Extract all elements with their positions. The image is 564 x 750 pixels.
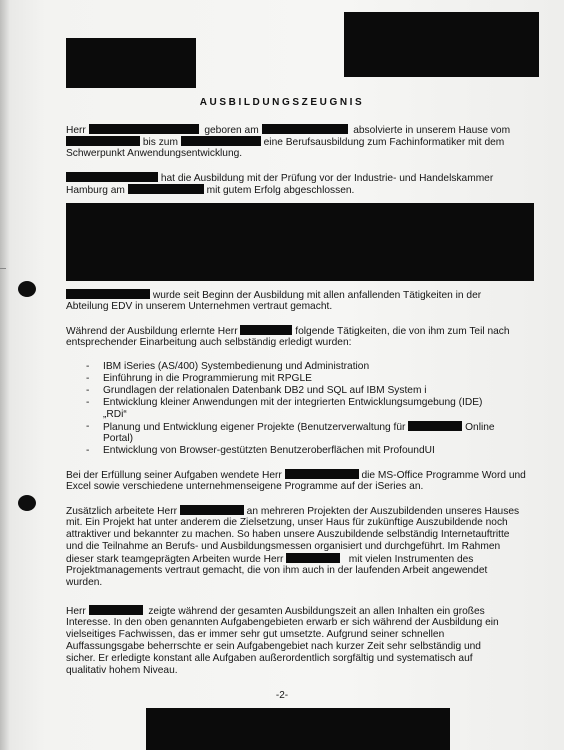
list-item-continuation: Portal) [103,433,134,444]
redacted-start-date [66,136,140,146]
p6-line7: wurden. [66,577,103,588]
list-dash: - [86,421,90,432]
redacted-name [66,289,150,299]
redacted-footer [146,708,450,750]
list-dash: - [86,445,90,456]
redacted-end-date [181,136,261,146]
redacted-name [286,553,340,563]
page-number: -2- [275,690,289,701]
p6-line5: dieser stark teamgeprägten Arbeiten wurde Herr mit vielen Instrumenten des [66,554,474,565]
redacted-name [89,605,143,615]
p6-line4: und die Teilnahme an Berufs- und Ausbildungsmessen organisiert und durchgeführt. Im Rahmen [66,541,501,552]
list-item: Planung und Entwicklung eigener Projekte (Benutzerverwaltung für Online [103,422,495,433]
p7-line4: Auffassungsgabe beherrschte er sein Aufgabengebiet nach kurzer Zeit sehr selbständig und [66,641,481,652]
p7-line1: Herr zeigte während der gesamten Ausbildungszeit an allen Inhalten ein großes [66,606,485,617]
list-dash: - [86,397,90,408]
fold-mark [0,268,6,269]
punch-hole-bottom [18,495,36,511]
redacted-name [89,124,199,134]
list-dash: - [86,361,90,372]
p1-line3: Schwerpunkt Anwendungsentwicklung. [66,148,243,159]
redacted-exam-date [128,184,204,194]
page-edge-shadow [0,0,10,750]
redacted-name [180,505,244,515]
p4-line2: entsprechender Einarbeitung auch selbständig erledigt wurden: [66,337,352,348]
document-title: AUSBILDUNGSZEUGNIS [199,97,365,108]
list-item: IBM iSeries (AS/400) Systembedienung und Administration [103,361,370,372]
p2-line1: hat die Ausbildung mit der Prüfung vor der Industrie- und Handelskammer [66,172,493,185]
redacted-name [285,469,359,479]
redacted-letterhead [344,12,539,77]
redacted-paragraph [66,203,534,281]
list-item: Entwicklung von Browser-gestützten Benutzeroberflächen mit ProfoundUI [103,445,435,456]
list-item: Grundlagen der relationalen Datenbank DB2 und SQL auf IBM System i [103,385,427,396]
p3-line2: Abteilung EDV in unserem Unternehmen vertraut gemacht. [66,301,333,312]
p7-line3: vielseitiges Fachwissen, das er immer sehr gut umsetzte. Aufgrund seiner schnellen [66,629,445,640]
redacted-birthdate [262,124,348,134]
p5-line1: Bei der Erfüllung seiner Aufgaben wendete Herr die MS-Office Programme Word und [66,470,526,481]
list-item: Entwicklung kleiner Anwendungen mit der integrierten Entwicklungsumgebung (IDE) [103,397,483,408]
list-item-continuation: „RDi“ [103,409,127,420]
p7-line2: Interesse. In den oben genannten Aufgabengebieten erwarb er sich während der Ausbildung ein [66,617,499,628]
redacted-sender-logo [66,38,196,88]
p6-line2: mit. Ein Projekt hat unter anderem die Zielsetzung, unser Haus für zukünftige Auszubildende noch [66,517,508,528]
punch-hole-top [18,281,36,297]
list-item: Einführung in die Programmierung mit RPGLE [103,373,312,384]
p6-line3: attraktiver und bekannter zu machen. So haben unsere Auszubildende selbständig Internetauftritte [66,529,510,540]
list-dash: - [86,385,90,396]
p6-line6: Projektmanagements vertraut gemacht, die von ihm auch in der laufenden Arbeit angewendet [66,565,488,576]
redacted-company [408,421,462,431]
p6-line1: Zusätzlich arbeitete Herr an mehreren Projekten der Auszubildenden unseres Hauses [66,506,520,517]
list-dash: - [86,373,90,384]
p1-line2: bis zum eine Berufsausbildung zum Fachinformatiker mit dem [66,136,504,149]
p4-line1: Während der Ausbildung erlernte Herr folgende Tätigkeiten, die von ihm zum Teil nach [66,326,510,337]
p7-line6: qualitativ hohem Niveau. [66,665,178,676]
p5-line2: Excel sowie verschiedene unternehmenseigene Programme auf der iSeries an. [66,481,424,492]
p7-line5: sicher. Er erledigte konstant alle Aufgaben außerordentlich sorgfältig und systematisch auf [66,653,473,664]
redacted-name [240,325,292,335]
p2-line2: Hamburg am mit gutem Erfolg abgeschlossen. [66,185,355,196]
redacted-name [66,172,158,182]
p1-line1: Herr geboren am absolvierte in unserem Hause vom [66,125,511,136]
p3-line1: wurde seit Beginn der Ausbildung mit allen anfallenden Tätigkeiten in der [66,289,481,302]
